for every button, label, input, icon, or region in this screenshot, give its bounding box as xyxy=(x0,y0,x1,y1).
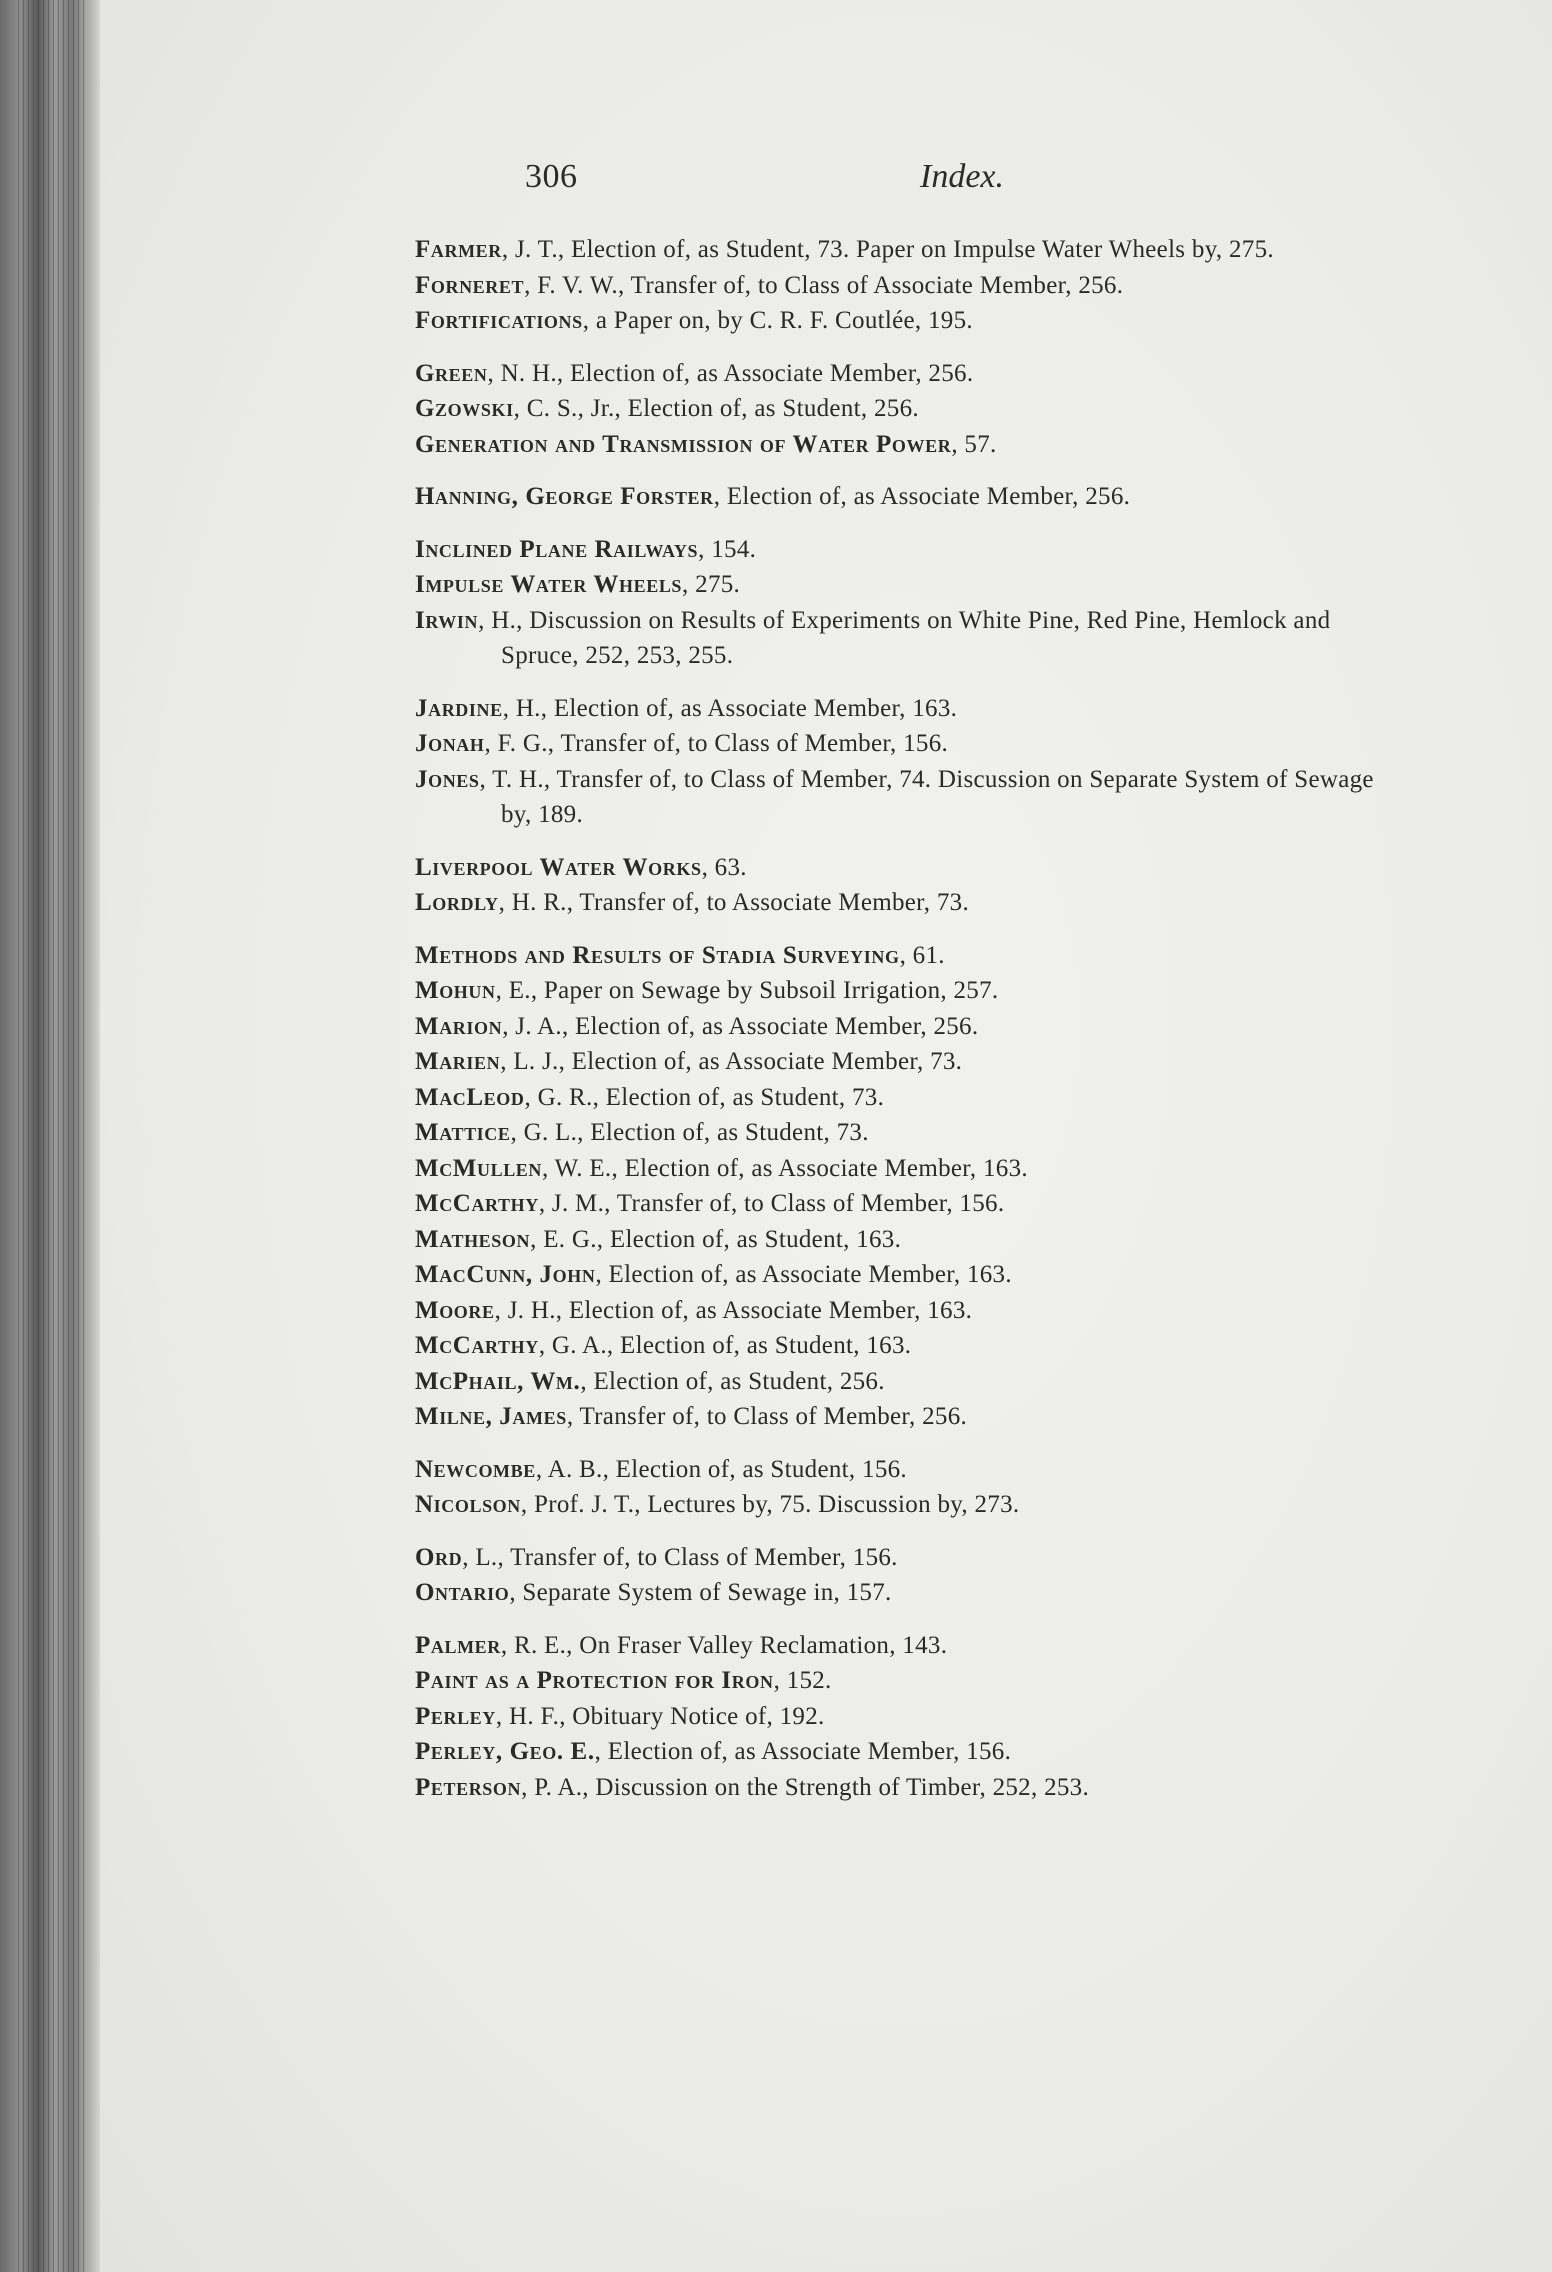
index-entry xyxy=(415,885,1375,921)
entry-text: , Prof. J. T., Lectures by, 75. Discussion by, 273. xyxy=(520,1491,1020,1518)
entry-heading: McMullen xyxy=(415,1154,543,1182)
entry-heading: Moore xyxy=(415,1296,495,1324)
entry-heading: Jonah xyxy=(415,730,485,757)
entry-text: , J. M., Transfer of, to Class of Member, 156. xyxy=(538,1190,1005,1217)
entry-heading: McPhail, Wm. xyxy=(415,1367,581,1395)
entry-heading: Peterson xyxy=(415,1773,522,1801)
index-entry xyxy=(415,1328,1375,1364)
entry-text: , P. A., Discussion on the Strength of Timber, 252, 253. xyxy=(521,1773,1090,1801)
index-entry xyxy=(415,973,1375,1009)
entry-text: , H., Discussion on Results of Experiments on White Pine, Red Pine, Hemlock and Spruce, 252, 253, 255. xyxy=(478,606,1331,669)
index-entry xyxy=(415,532,1375,568)
index-entry xyxy=(415,1575,1375,1611)
entry-text: , 61. xyxy=(899,941,945,969)
index-entries xyxy=(415,232,1375,1822)
entry-heading: Ontario xyxy=(415,1579,510,1606)
index-group xyxy=(415,232,1375,339)
index-entry xyxy=(415,1452,1375,1488)
entry-text: , W. E., Election of, as Associate Member, 163. xyxy=(542,1154,1028,1182)
entry-heading: Marion xyxy=(415,1012,503,1040)
entry-text: , J. T., Election of, as Student, 73. Paper on Impulse Water Wheels by, 275. xyxy=(501,236,1274,263)
entry-heading: MacCunn, John xyxy=(415,1261,596,1288)
entry-heading: Forneret xyxy=(415,271,525,299)
index-entry xyxy=(415,479,1375,515)
index-entry xyxy=(415,1663,1375,1699)
index-entry xyxy=(415,1080,1375,1116)
index-entry xyxy=(415,1222,1375,1258)
entry-heading: Jones xyxy=(415,765,480,793)
index-entry xyxy=(415,1009,1375,1045)
entry-text: , Election of, as Associate Member, 163. xyxy=(595,1261,1012,1288)
index-group xyxy=(415,1628,1375,1806)
index-entry xyxy=(415,938,1375,974)
entry-text: , G. L., Election of, as Student, 73. xyxy=(510,1119,869,1146)
entry-heading: Methods and Results of Stadia Surveying xyxy=(415,941,900,969)
index-entry xyxy=(415,1044,1375,1080)
entry-heading: Irwin xyxy=(415,606,479,634)
entry-heading: McCarthy xyxy=(415,1190,539,1217)
entry-text: , H. R., Transfer of, to Associate Member, 73. xyxy=(498,889,970,916)
entry-text: , H., Election of, as Associate Member, 163. xyxy=(502,694,958,722)
entry-heading: Green xyxy=(415,359,488,387)
index-entry xyxy=(415,762,1375,833)
page-number: 306 xyxy=(525,158,578,195)
index-group xyxy=(415,356,1375,463)
entry-heading: Hanning, George Forster xyxy=(415,483,714,510)
index-group xyxy=(415,1540,1375,1611)
index-group xyxy=(415,532,1375,674)
entry-heading: Palmer xyxy=(415,1631,501,1659)
entry-heading: Ord xyxy=(415,1543,463,1571)
entry-text: , a Paper on, by C. R. F. Coutlée, 195. xyxy=(582,307,973,334)
entry-heading: Farmer xyxy=(415,236,502,263)
entry-heading: Matheson xyxy=(415,1225,531,1253)
index-entry xyxy=(415,268,1375,304)
entry-text: , C. S., Jr., Election of, as Student, 256. xyxy=(513,395,919,422)
entry-text: , E. G., Election of, as Student, 163. xyxy=(530,1225,902,1253)
entry-heading: MacLeod xyxy=(415,1083,525,1111)
index-group xyxy=(415,850,1375,921)
index-entry xyxy=(415,391,1375,427)
entry-heading: Perley, Geo. E. xyxy=(415,1738,595,1765)
page-header xyxy=(525,158,1477,206)
entry-heading: McCarthy xyxy=(415,1332,539,1359)
index-entry xyxy=(415,726,1375,762)
entry-heading: Perley xyxy=(415,1702,496,1730)
index-entry xyxy=(415,1734,1375,1770)
entry-text: , 152. xyxy=(773,1667,832,1694)
entry-text: , F. V. W., Transfer of, to Class of Associate Member, 256. xyxy=(524,271,1124,299)
index-entry xyxy=(415,1699,1375,1735)
entry-text: , G. R., Election of, as Student, 73. xyxy=(524,1083,885,1111)
entry-heading: Gzowski xyxy=(415,395,514,422)
entry-heading: Mohun xyxy=(415,977,496,1004)
entry-heading: Inclined Plane Railways xyxy=(415,535,699,563)
index-entry xyxy=(415,1115,1375,1151)
entry-heading: Paint as a Protection for Iron xyxy=(415,1667,774,1694)
index-entry xyxy=(415,356,1375,392)
entry-text: , T. H., Transfer of, to Class of Member, 74. Discussion on Separate System of Sewage by, 189. xyxy=(479,765,1374,828)
entry-text: , R. E., On Fraser Valley Reclamation, 143. xyxy=(500,1631,948,1659)
entry-heading: Newcombe xyxy=(415,1455,536,1483)
index-entry xyxy=(415,603,1375,674)
entry-heading: Impulse Water Wheels xyxy=(415,571,683,598)
entry-text: , E., Paper on Sewage by Subsoil Irrigation, 257. xyxy=(495,977,999,1004)
entry-text: , L. J., Election of, as Associate Member, 73. xyxy=(500,1048,963,1075)
index-group xyxy=(415,938,1375,1435)
index-entry xyxy=(415,1628,1375,1664)
index-entry xyxy=(415,1487,1375,1523)
entry-heading: Jardine xyxy=(415,694,503,722)
entry-text: , 57. xyxy=(951,430,997,458)
entry-heading: Fortifications xyxy=(415,307,583,334)
entry-text: , N. H., Election of, as Associate Member, 256. xyxy=(487,359,974,387)
entry-text: , Election of, as Associate Member, 156. xyxy=(594,1738,1012,1765)
index-entry xyxy=(415,232,1375,268)
index-entry xyxy=(415,1364,1375,1400)
entry-heading: Generation and Transmission of Water Power xyxy=(415,430,952,458)
index-entry xyxy=(415,567,1375,603)
index-group xyxy=(415,479,1375,515)
entry-text: , G. A., Election of, as Student, 163. xyxy=(538,1332,912,1359)
entry-text: , 63. xyxy=(701,853,747,881)
entry-text: , Election of, as Associate Member, 256. xyxy=(713,483,1131,510)
entry-text: , L., Transfer of, to Class of Member, 156. xyxy=(462,1543,898,1571)
page-edge-lines xyxy=(18,0,88,2272)
entry-text: , J. H., Election of, as Associate Member, 163. xyxy=(494,1296,973,1324)
entry-heading: Marien xyxy=(415,1048,501,1075)
index-entry xyxy=(415,303,1375,339)
entry-text: , 154. xyxy=(698,535,757,563)
entry-heading: Lordly xyxy=(415,889,499,916)
entry-heading: Mattice xyxy=(415,1119,511,1146)
entry-heading: Milne, James xyxy=(415,1403,567,1430)
entry-text: , F. G., Transfer of, to Class of Member, 156. xyxy=(484,730,949,757)
index-entry xyxy=(415,691,1375,727)
entry-text: , J. A., Election of, as Associate Member, 256. xyxy=(502,1012,979,1040)
index-entry xyxy=(415,1770,1375,1806)
entry-text: , Transfer of, to Class of Member, 256. xyxy=(566,1403,968,1430)
index-group xyxy=(415,691,1375,833)
index-entry xyxy=(415,1257,1375,1293)
entry-text: , 275. xyxy=(682,571,741,598)
entry-text: , Separate System of Sewage in, 157. xyxy=(509,1579,892,1606)
index-group xyxy=(415,1452,1375,1523)
index-entry xyxy=(415,1293,1375,1329)
book-binding-edge xyxy=(0,0,100,2272)
running-head: Index. xyxy=(920,158,1005,195)
entry-text: , Election of, as Student, 256. xyxy=(580,1367,885,1395)
index-entry xyxy=(415,1399,1375,1435)
entry-text: , H. F., Obituary Notice of, 192. xyxy=(495,1702,825,1730)
entry-heading: Nicolson xyxy=(415,1491,521,1518)
index-entry xyxy=(415,1151,1375,1187)
entry-text: , A. B., Election of, as Student, 156. xyxy=(535,1455,907,1483)
index-entry xyxy=(415,850,1375,886)
index-entry xyxy=(415,427,1375,463)
entry-heading: Liverpool Water Works xyxy=(415,853,702,881)
index-entry xyxy=(415,1186,1375,1222)
index-entry xyxy=(415,1540,1375,1576)
